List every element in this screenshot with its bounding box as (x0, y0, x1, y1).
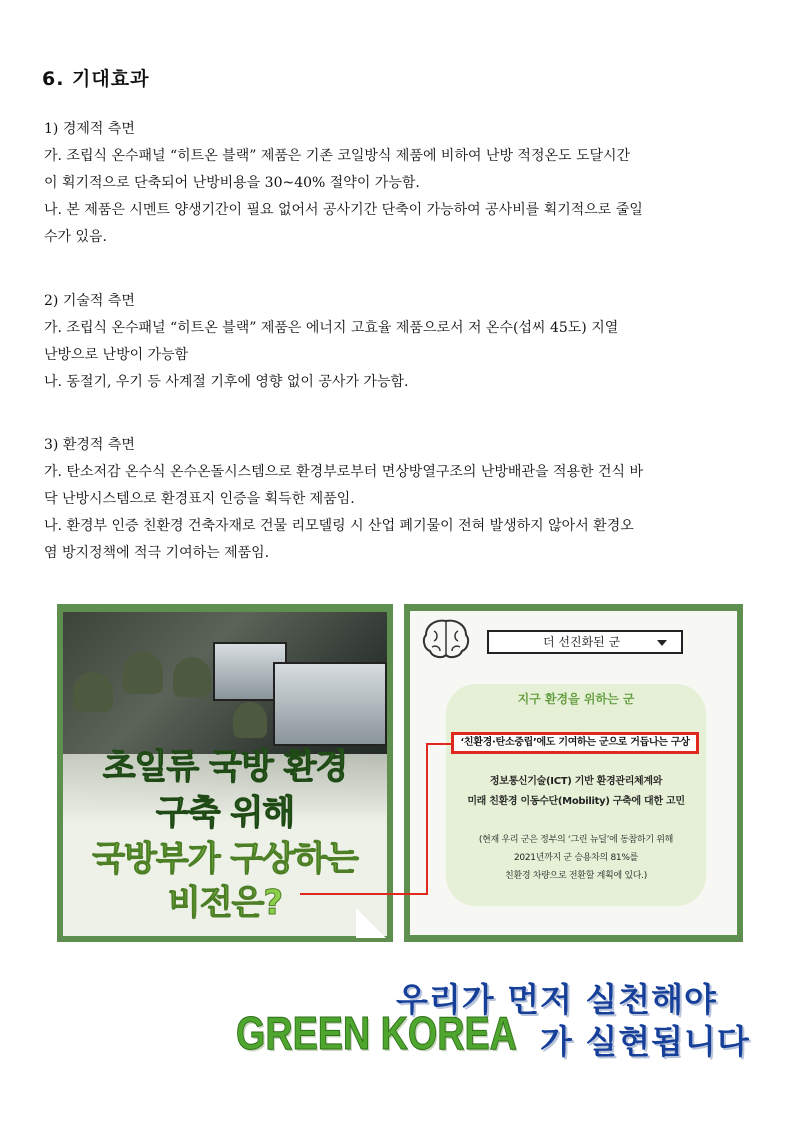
paragraph-line: 가. 조립식 온수패널 “히트온 블랙” 제품은 기존 코일방식 제품에 비하여 난방 적정온도 도달시간 (44, 148, 631, 164)
headline-line-4: 비전은? (167, 883, 283, 923)
note-line: 2021년까지 군 승용차의 81%를 (513, 853, 639, 863)
paragraph-line: 가. 조립식 온수패널 “히트온 블랙” 제품은 에너지 고효율 제품으로서 저 온수(섭씨 45도) 지열 (44, 320, 619, 336)
headline-line-1: 초일류 국방 환경 (102, 747, 348, 787)
paragraph-line: 가. 탄소저감 온수식 온수온돌시스템으로 환경부로부터 면상방열구조의 난방배관을 적용한 건식 바 (44, 464, 643, 480)
bubble-title: 지구 환경을 위하는 군 (517, 692, 635, 706)
soldier-figure (123, 652, 163, 694)
section-title: 1) 경제적 측면 (44, 121, 135, 137)
slogan-line-1: 우리가 먼저 실천해야 (396, 980, 717, 1019)
body-line: 정보통신기술(ICT) 기반 환경관리체계와 (489, 776, 663, 787)
dropdown-label: 더 선진화된 군 (543, 635, 621, 649)
paragraph-line: 이 획기적으로 단축되어 난방비용을 30~40% 절약이 가능함. (44, 175, 420, 191)
slogan-green-korea: GREEN KOREA (236, 1007, 517, 1059)
highlighted-statement: ‘친환경·탄소중립’에도 기여하는 군으로 거듭나는 구상 (451, 732, 699, 754)
brain-icon (420, 617, 472, 661)
headline-line-2: 구축 위해 (155, 793, 295, 833)
category-dropdown[interactable] (487, 630, 683, 654)
body-line: 미래 친환경 이동수단(Mobility) 구축에 대한 고민 (467, 796, 685, 807)
section-title: 3) 환경적 측면 (44, 437, 135, 453)
connector-line (426, 743, 452, 745)
page-curl-decoration (356, 908, 386, 938)
headline-line-3: 국방부가 구상하는 (92, 839, 358, 879)
environmental-section (44, 432, 764, 567)
paragraph-line: 난방으로 난방이 가능함 (44, 347, 189, 363)
paragraph-line: 염 방지정책에 적극 기여하는 제품임. (44, 545, 270, 561)
section-title: 2) 기술적 측면 (44, 293, 135, 309)
slogan-tail: 가 실현됩니다 (540, 1022, 750, 1061)
paragraph-line: 나. 환경부 인증 친환경 건축자재로 건물 리모델링 시 산업 폐기물이 전혀 발생하지 않아서 환경오 (44, 518, 634, 534)
note-line: (현재 우리 군은 정부의 ‘그린 뉴딜’에 동참하기 위해 (478, 835, 674, 845)
paragraph-line: 나. 본 제품은 시멘트 양생기간이 필요 없어서 공사기간 단축이 가능하여 공사비를 획기적으로 줄일 (44, 202, 643, 218)
soldier-figure (73, 672, 113, 712)
monitor-screen (273, 662, 387, 746)
chevron-down-icon (657, 640, 667, 646)
connector-line (300, 893, 428, 895)
technical-section (44, 288, 764, 396)
paragraph-line: 나. 동절기, 우기 등 사계절 기후에 영향 없이 공사가 가능함. (44, 374, 409, 390)
note-line: 친환경 차량으로 전환할 계획에 있다.) (505, 871, 647, 881)
economic-section (44, 116, 764, 251)
section-heading: 6. 기대효과 (42, 68, 150, 90)
connector-line (426, 744, 428, 895)
paragraph-line: 닥 난방시스템으로 환경표지 인증을 획득한 제품임. (44, 491, 355, 507)
soldier-figure (233, 702, 267, 738)
paragraph-line: 수가 있음. (44, 229, 107, 245)
soldier-figure (173, 657, 211, 697)
